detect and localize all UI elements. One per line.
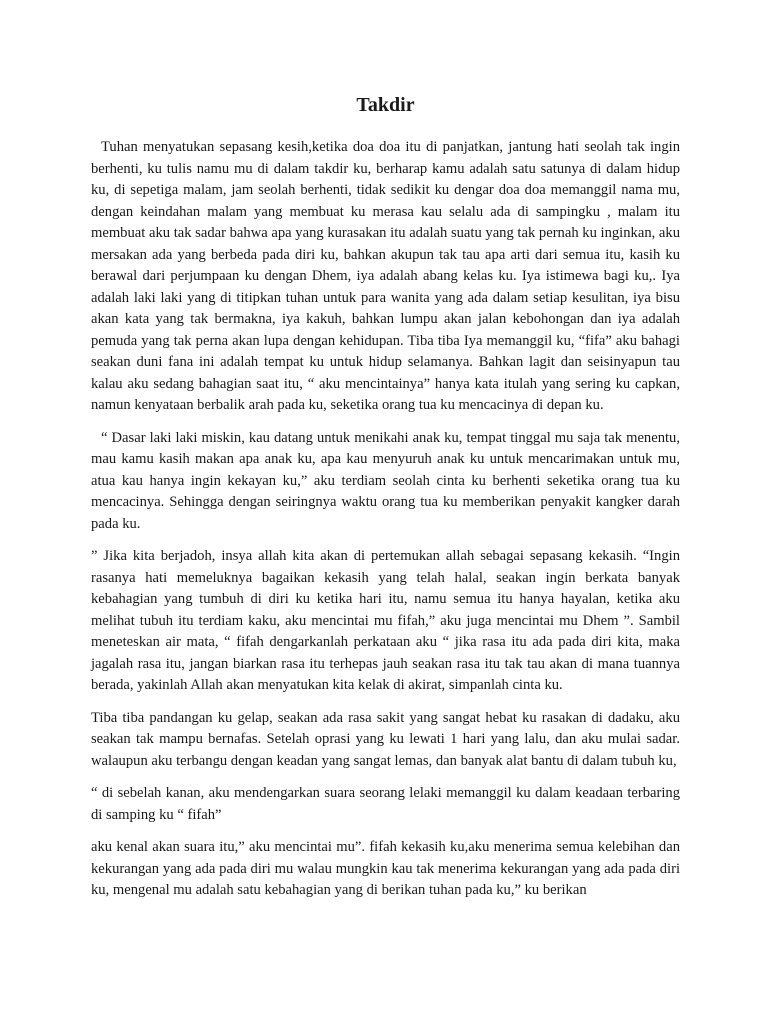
document-body — [91, 137, 680, 913]
page-title: Takdir — [356, 94, 415, 116]
paragraph-2: “ Dasar laki laki miskin, kau datang untuk menikahi anak ku, tempat tinggal mu saja tak menentu, mau kamu kasih makan apa anak ku, apa kau menyuruh anak ku untuk mencarimakan untuk mu, atua kau hanya ingin kekayan ku,” aku terdiam seolah cinta ku berhenti seketika orang tua ku mencacinya. Sehingga dengan seiringnya waktu orang tua ku memberikan penyakit kangker darah pada ku. — [91, 429, 680, 532]
paragraph-1: Tuhan menyatukan sepasang kesih,ketika doa doa itu di panjatkan, jantung hati seolah tak ingin berhenti, ku tulis namu mu di dalam takdir ku, berharap kamu adalah satu satunya di dalam hidup ku, di sepetiga malam, jam seolah berhenti, tidak sedikit ku dengar doa doa memanggil nama mu, dengan keindahan malam yang membuat ku merasa kau selalu ada di sampingku , malam itu membuat aku tak sadar bahwa apa yang kurasakan itu adalah suatu yang tak pernah ku inginkan, aku mersakan ada yang berbeda pada diri ku, bahkan akupun tak tau apa arti dari semua itu, kasih ku berawal dari perjumpaan ku dengan Dhem, iya adalah abang kelas ku. Iya istimewa bagi ku,. Iya adalah laki laki yang di titipkan tuhan untuk para wanita yang ada dalam setiap kesulitan, iya bisu akan kata yang tak bermakna, iya kakuh, bahkan lumpu akan jalan kebohongan dan iya adalah pemuda yang tak perna akan lupa dengan kehidupan. Tiba tiba Iya memanggil ku, “fifa” aku bahagi seakan duni fana ini adalah tempat ku untuk hidup selamanya. Bahkan lagit dan seisinyapun tau kalau aku sedang bahagian saat itu, “ aku mencintainya” hanya kata itulah yang sering ku capkan, namun kenyataan berbalik arah pada ku, seketika orang tua ku mencacinya di depan ku. — [91, 139, 680, 413]
paragraph-6: aku kenal akan suara itu,” aku mencintai mu”. fifah kekasih ku,aku menerima semua kelebihan dan kekurangan yang ada pada diri mu walau mungkin kau tak menerima kekurangan yang ada pada diri ku, mengenal mu adalah satu kebahagian yang di berikan tuhan pada ku,” ku berikan — [91, 839, 680, 898]
paragraph-4: Tiba tiba pandangan ku gelap, seakan ada rasa sakit yang sangat hebat ku rasakan di dadaku, aku seakan tak mampu bernafas. Setelah oprasi yang ku lewati 1 hari yang lalu, dan aku mulai sadar. walaupun aku terbangu dengan keadan yang sangat lemas, dan banyak alat bantu di dalam tubuh ku, — [91, 709, 680, 769]
paragraph-3: ” Jika kita berjadoh, insya allah kita akan di pertemukan allah sebagai sepasang kekasih. “Ingin rasanya hati memeluknya bagaikan kekasih yang telah halal, seakan ingin berkata banyak kebahagian yang tumbuh di diri ku ketika hari itu, namu semua itu hanya hayalan, ketika aku melihat tubuh itu terdiam kaku, aku mencintai mu fifah,” aku juga mencintai mu Dhem ”. Sambil meneteskan air mata, “ fifah dengarkanlah perkataan aku “ jika rasa itu ada pada diri kita, maka jagalah rasa itu, jangan biarkan rasa itu terhepas jauh seakan rasa itu tak tau akan di mana tuannya berada, yakinlah Allah akan menyatukan kita kelak di akirat, simpanlah cinta ku. — [91, 548, 680, 693]
paragraph-5: “ di sebelah kanan, aku mendengarkan suara seorang lelaki memanggil ku dalam keadaan terbaring di samping ku “ fifah” — [91, 785, 680, 823]
